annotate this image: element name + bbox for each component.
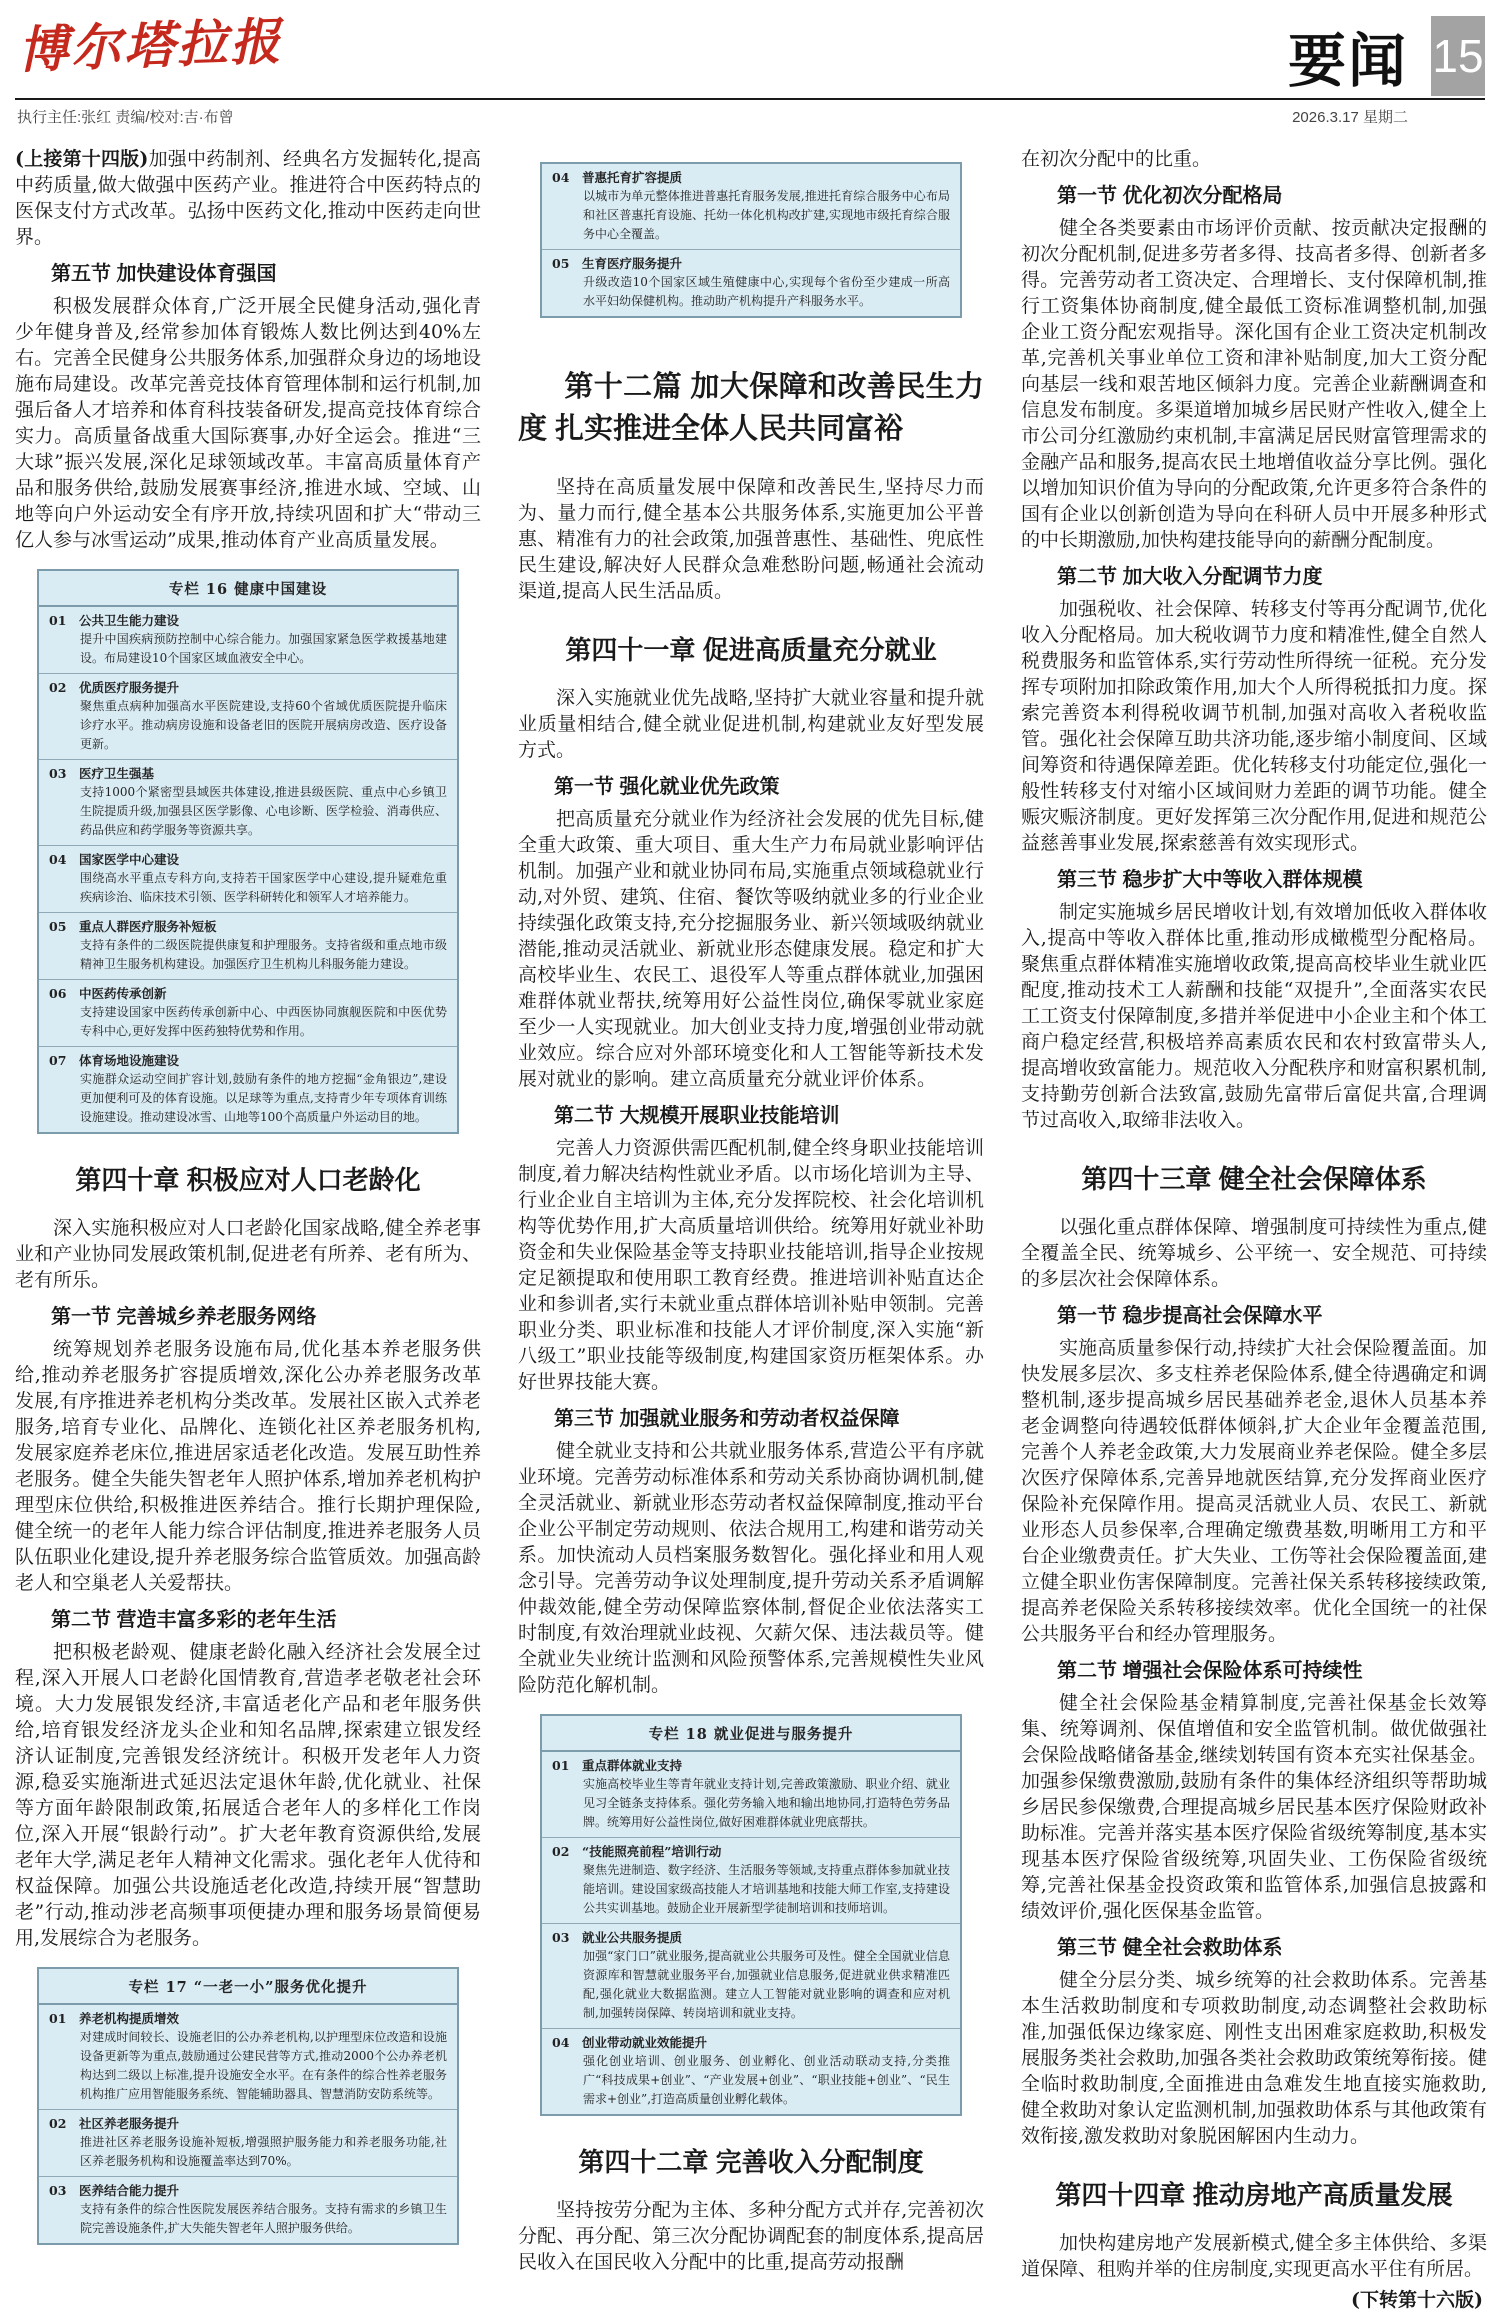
body-paragraph: 把积极老龄观、健康老龄化融入经济社会发展全过程,深入开展人口老龄化国情教育,营造孝老敬老社会环境。大力发展银发经济,丰富适老化产品和老年服务供给,培育银发经济龙头企业和知名品牌,探索建立银发经济认证制度,完善银发经济统计。积极开发老年人力资源,稳妥实施渐进式延迟法定退休年龄,优化就业、社保等方面年龄限制政策,拓展适合老年人的多样化工作岗位,深入开展“银龄行动”。扩大老年教育资源供给,发展老年大学,满足老年人精神文化需求。强化老年人优待和权益保障。加强公共设施适老化改造,持续开展“智慧助老”行动,推动涉老高频事项便捷办理和服务场景简便易用,发展综合为老服务。 [15,1641,481,1949]
chapter-heading: 第四十三章 健全社会保障体系 [1081,1164,1427,1194]
box-item-title: 中医药传承创新 [79,986,167,1001]
box-item-number: 04 [552,170,570,185]
feature-box [37,569,459,1134]
content-columns [0,130,1500,2311]
box-item-number: 03 [49,2183,67,2198]
box-item-desc: 强化创业培训、创业服务、创业孵化、创业活动联动支持,分类推广“科技成果+创业”、“产业发展+创业”、“职业技能+创业”、“民生需求+创业”,打造高质量创业孵化载体。 [583,2054,950,2106]
body-paragraph: 健全社会保险基金精算制度,完善社保基金长效筹集、统筹调剂、保值增值和安全监管机制。做优做强社会保险战略储备基金,继续划转国有资本充实社保基金。加强参保缴费激励,鼓励有条件的集体经济组织等帮助城乡居民参保缴费,合理提高城乡居民基本医疗保险财政补助标准。完善并落实基本医疗保险省级统筹制度,基本实现基本医疗保险省级统筹,巩固失业、工伤保险省级统筹,完善社保基金投资政策和监管体系,加强信息披露和绩效评价,强化医保基金监管。 [1021,1692,1487,1922]
body-paragraph: 坚持按劳分配为主体、多种分配方式并存,完善初次分配、再分配、第三次分配协调配套的制度体系,提高居民收入在国民收入分配中的比重,提高劳动报酬 [518,2199,984,2273]
section-heading: 第二节 大规模开展职业技能培训 [554,1105,840,1127]
section-heading: 第五节 加快建设体育强国 [51,263,277,285]
box-item-desc: 加强“家门口”就业服务,提高就业公共服务可及性。健全全国就业信息资源库和智慧就业服务平台,加强就业信息服务,促进就业供求精准匹配,强化就业大数据监测。建立人工智能对就业影响的调查和应对机制,加强转岗保障、转岗培训和就业支持。 [583,1949,950,2020]
box-item-desc: 提升中国疾病预防控制中心综合能力。加强国家紧急医学救援基地建设。布局建设10个国家区域血液安全中心。 [80,632,447,665]
body-paragraph: 坚持在高质量发展中保障和改善民生,坚持尽力而为、量力而行,健全基本公共服务体系,实施更加公平普惠、精准有力的社会政策,加强普惠性、基础性、兜底性民生建设,解决好人民群众急难愁盼问题,畅通社会流动渠道,提高人民生活品质。 [518,476,984,602]
feature-box-title: 专栏 18 就业促进与服务提升 [542,1716,960,1752]
feature-box [540,162,962,318]
box-item-number: 03 [552,1930,570,1945]
box-item-desc: 推进社区养老服务设施补短板,增强照护服务能力和养老服务功能,社区养老服务机构和设施覆盖率达到70%。 [80,2135,447,2168]
box-item [39,674,457,760]
box-item-title: 医养结合能力提升 [79,2183,180,2198]
body-paragraph: 加强税收、社会保障、转移支付等再分配调节,优化收入分配格局。加大税收调节力度和精准性,健全自然人税费服务和监管体系,实行劳动性所得统一征税。充分发挥专项附加扣除政策作用,加大个人所得税抵扣力度。探索完善资本利得税收调节机制,加强对高收入者税收监管。强化社会保障互助共济功能,逐步缩小制度间、区域间筹资和待遇保障差距。优化转移支付功能定位,强化一般性转移支付对缩小区域间财力差距的调节功能。健全赈灾赈济制度。更好发挥第三次分配作用,促进和规范公益慈善事业发展,探索慈善有效实现形式。 [1021,598,1487,854]
box-item-head [552,168,950,187]
body-paragraph: 健全分层分类、城乡统筹的社会救助体系。完善基本生活救助制度和专项救助制度,动态调整社会救助标准,加强低保边缘家庭、刚性支出困难家庭救助,积极发展服务类社会救助,加强各类社会救助政策统筹衔接。健全临时救助制度,全面推进由急难发生地直接实施救助,健全救助对象认定监测机制,加强救助体系与其他政策有效衔接,激发救助对象脱困解困内生动力。 [1021,1969,1487,2147]
box-item-number: 02 [49,2116,67,2131]
box-item-head [49,2181,447,2200]
box-item-title: 社区养老服务提升 [79,2116,180,2131]
body-paragraph: 以强化重点群体保障、增强制度可持续性为重点,健全覆盖全民、统筹城乡、公平统一、安全规范、可持续的多层次社会保障体系。 [1021,1216,1487,1290]
column-right [1021,146,1487,2311]
staff-line: 执行主任:张红 责编/校对:吉·布曾 [17,109,234,126]
masthead-logo: 博尔塔拉报 [17,11,285,80]
section-heading: 第一节 稳步提高社会保障水平 [1057,1305,1323,1327]
section-label: 要闻 [1287,29,1408,94]
box-item-head [552,1928,950,1947]
box-item-desc: 聚焦先进制造、数字经济、生活服务等领域,支持重点群体参加就业技能培训。建设国家级高技能人才培训基地和技能大师工作室,支持建设公共实训基地。鼓励企业开展新型学徒制培训和技师培训。 [583,1863,950,1915]
box-item [542,1924,960,2029]
box-item-title: 就业公共服务提质 [582,1930,683,1945]
box-item [39,980,457,1047]
section-heading: 第一节 优化初次分配格局 [1057,185,1283,207]
box-item [39,913,457,980]
body-paragraph: 在初次分配中的比重。 [1021,148,1212,170]
body-paragraph: 加快构建房地产发展新模式,健全多主体供给、多渠道保障、租购并举的住房制度,实现更高水平住有所居。 [1021,2232,1487,2280]
box-item [542,250,960,316]
box-item-desc: 支持有条件的综合性医院发展医养结合服务。支持有需求的乡镇卫生院完善设施条件,扩大失能失智老年人照护服务供给。 [80,2202,447,2235]
box-item-desc: 实施高校毕业生等青年就业支持计划,完善政策激励、职业介绍、就业见习全链条支持体系。强化劳务输入地和输出地协同,打造特色劳务品牌。统筹用好公益性岗位,做好困难群体就业兜底帮扶。 [583,1777,950,1829]
box-item [39,607,457,674]
box-item-head [49,917,447,936]
date-line: 2026.3.17 星期二 [1292,109,1408,126]
box-item [542,1752,960,1838]
part-heading: 第十二篇 加大保障和改善民生力度 扎实推进全体人民共同富裕 [518,371,984,445]
page-number-badge: 15 [1431,16,1485,96]
chapter-heading: 第四十一章 促进高质量充分就业 [565,635,937,665]
section-heading: 第一节 强化就业优先政策 [554,776,780,798]
box-item-title: 重点群体就业支持 [582,1758,683,1773]
box-item [39,1047,457,1132]
box-item-head [49,764,447,783]
chapter-heading: 第四十四章 推动房地产高质量发展 [1055,2180,1453,2210]
body-paragraph: 实施高质量参保行动,持续扩大社会保险覆盖面。加快发展多层次、多支柱养老保险体系,健全待遇确定和调整机制,逐步提高城乡居民基础养老金,退休人员基本养老金调整向待遇较低群体倾斜,扩大企业年金覆盖范围,完善个人养老金政策,大力发展商业养老保险。健全多层次医疗保障体系,完善异地就医结算,充分发挥商业医疗保险补充保障作用。提高灵活就业人员、农民工、新就业形态人员参保率,合理确定缴费基数,明晰用工方和平台企业缴费责任。扩大失业、工伤等社会保险覆盖面,建立健全职业伤害保障制度。完善社保关系转移接续政策,提高养老保险关系转移接续效率。优化全国统一的社保公共服务平台和经办管理服务。 [1021,1337,1487,1645]
body-paragraph: 健全就业支持和公共就业服务体系,营造公平有序就业环境。完善劳动标准体系和劳动关系协商协调机制,健全灵活就业、新就业形态劳动者权益保障制度,推动平台企业公平制定劳动规则、依法合规用工,构建和谐劳动关系。加快流动人员档案服务数智化。强化择业和用人观念引导。完善劳动争议处理制度,提升劳动关系矛盾调解仲裁效能,健全劳动保障监察体制,督促企业依法落实工时制度,有效治理就业歧视、欠薪欠保、违法裁员等。健全就业失业统计监测和风险预警体系,完善规模性失业风险防范化解机制。 [518,1440,984,1696]
box-item-title: 体育场地设施建设 [79,1053,180,1068]
box-item-head [49,2009,447,2028]
chapter-heading: 第四十章 积极应对人口老龄化 [75,1165,421,1195]
section-heading: 第一节 完善城乡养老服务网络 [51,1306,317,1328]
box-item-desc: 聚焦重点病种加强高水平医院建设,支持60个省域优质医院提升临床诊疗水平。推动病房设施和设备老旧的医院开展病房改造、医疗设备更新。 [80,699,447,751]
box-item-number: 06 [49,986,67,1001]
page-header [0,0,1500,130]
box-item-desc: 支持1000个紧密型县域医共体建设,推进县级医院、重点中心乡镇卫生院提质升级,加强县区医学影像、心电诊断、医学检验、消毒供应、药品供应和药学服务等资源共享。 [80,785,447,837]
box-item [39,760,457,846]
box-item-number: 03 [49,766,67,781]
box-item-number: 01 [552,1758,570,1773]
box-item-title: 医疗卫生强基 [79,766,155,781]
box-item-head [49,1051,447,1070]
section-heading: 第二节 营造丰富多彩的老年生活 [51,1609,337,1631]
box-item-desc: 支持有条件的二级医院提供康复和护理服务。支持省级和重点地市级精神卫生服务机构建设。加强医疗卫生机构儿科服务能力建设。 [80,938,447,971]
box-item-head [49,611,447,630]
box-item-desc: 支持建设国家中医药传承创新中心、中西医协同旗舰医院和中医优势专科中心,更好发挥中医药独特优势和作用。 [80,1005,447,1038]
body-paragraph: 健全各类要素由市场评价贡献、按贡献决定报酬的初次分配机制,促进多劳者多得、技高者多得、创新者多得。完善劳动者工资决定、合理增长、支付保障机制,推行工资集体协商制度,健全最低工资标准调整机制,加强企业工资分配宏观指导。深化国有企业工资决定机制改革,完善机关事业单位工资和津补贴制度,加大工资分配向基层一线和艰苦地区倾斜力度。完善企业薪酬调查和信息发布制度。多渠道增加城乡居民财产性收入,健全上市公司分红激励约束机制,丰富满足居民财富管理需求的金融产品和服务,提高农民土地增值收益分享比例。强化以增加知识价值为导向的分配政策,允许更多符合条件的国有企业以创新创造为导向在科研人员中开展多种形式的中长期激励,加快构建技能导向的薪酬分配制度。 [1021,217,1487,551]
box-item-title: 生育医疗服务提升 [582,256,683,271]
box-item-head [552,1842,950,1861]
header-rule [15,98,1485,100]
section-heading: 第三节 加强就业服务和劳动者权益保障 [554,1408,900,1430]
box-item-title: 创业带动就业效能提升 [582,2035,708,2050]
box-item-head [552,2033,950,2052]
box-item-desc: 对建成时间较长、设施老旧的公办养老机构,以护理型床位改造和设施设备更新等为重点,鼓励通过公建民营等方式,推动2000个公办养老机构达到二级以上标准,提升设施安全水平。在有条件的综合性养老服务机构推广应用智能服务系统、智能辅助器具、智慧消防安防系统等。 [80,2030,447,2101]
box-item-number: 07 [49,1053,67,1068]
section-heading: 第三节 健全社会救助体系 [1057,1937,1283,1959]
box-item-head [49,850,447,869]
box-item-head [552,1756,950,1775]
box-item-number: 04 [49,852,67,867]
continuation-lead: (上接第十四版) [15,148,149,170]
box-item [542,1838,960,1924]
box-item-head [49,678,447,697]
body-paragraph: 制定实施城乡居民增收计划,有效增加低收入群体收入,提高中等收入群体比重,推动形成橄榄型分配格局。聚焦重点群体精准实施增收政策,提高高校毕业生就业匹配度,推动技术工人薪酬和技能“双提升”,全面落实农民工工资支付保障制度,多措并举促进中小企业主和个体工商户稳定经营,积极培养高素质农民和农村致富带头人,提高增收致富能力。规范收入分配秩序和财富积累机制,支持勤劳创新合法致富,鼓励先富带后富促共富,合理调节过高收入,取缔非法收入。 [1021,901,1487,1131]
box-item [39,846,457,913]
box-item-number: 04 [552,2035,570,2050]
feature-box-title: 专栏 17 “一老一小”服务优化提升 [39,1969,457,2005]
box-item [39,2177,457,2243]
box-item-title: 公共卫生能力建设 [79,613,180,628]
feature-box [37,1967,459,2245]
body-paragraph: 深入实施积极应对人口老龄化国家战略,健全养老事业和产业协同发展政策机制,促进老有所养、老有所为、老有所乐。 [15,1217,481,1291]
section-heading: 第二节 加大收入分配调节力度 [1057,566,1323,588]
section-heading: 第三节 稳步扩大中等收入群体规模 [1057,869,1363,891]
body-paragraph: 完善人力资源供需匹配机制,健全终身职业技能培训制度,着力解决结构性就业矛盾。以市场化培训为主导、行业企业自主培训为主体,充分发挥院校、社会化培训机构等优势作用,扩大高质量培训供给。统筹用好就业补助资金和失业保险基金等支持职业技能培训,指导企业按规定足额提取和使用职工教育经费。推进培训补贴直达企业和参训者,实行未就业重点群体培训补贴申领制。完善职业分类、职业标准和技能人才评价制度,深入实施“新八级工”职业技能等级制度,构建国家资历框架体系。办好世界技能大赛。 [518,1137,984,1393]
box-item [542,2029,960,2114]
box-item-desc: 以城市为单元整体推进普惠托育服务发展,推进托育综合服务中心布局和社区普惠托育设施、托幼一体化机构改扩建,实现地市级托育综合服务中心全覆盖。 [583,189,950,241]
body-paragraph: 把高质量充分就业作为经济社会发展的优先目标,健全重大政策、重大项目、重大生产力布局就业影响评估机制。加强产业和就业协同布局,实施重点领域稳就业行动,对外贸、建筑、住宿、餐饮等吸纳就业多的行业企业持续强化政策支持,充分挖掘服务业、新兴领域吸纳就业潜能,推动灵活就业、新就业形态健康发展。稳定和扩大高校毕业生、农民工、退役军人等重点群体就业,加强困难群体就业帮扶,统筹用好公益性岗位,确保零就业家庭至少一人实现就业。加大创业支持力度,增强创业带动就业效应。综合应对外部环境变化和人工智能等新技术发展对就业的影响。建立高质量充分就业评价体系。 [518,808,984,1090]
box-item-title: “技能照亮前程”培训行动 [582,1844,722,1859]
box-item-desc: 围绕高水平重点专科方向,支持若干国家医学中心建设,提升疑难危重疾病诊治、临床技术引领、医学科研转化和领军人才培养能力。 [80,871,447,904]
box-item-title: 国家医学中心建设 [79,852,180,867]
box-item-number: 02 [49,680,67,695]
section-heading: 第二节 增强社会保险体系可持续性 [1057,1660,1363,1682]
column-left [15,146,481,2235]
box-item-number: 05 [49,919,67,934]
box-item-title: 优质医疗服务提升 [79,680,180,695]
box-item-title: 普惠托育扩容提质 [582,170,683,185]
box-item-head [552,254,950,273]
box-item-head [49,984,447,1003]
box-item-head [49,2114,447,2133]
feature-box [540,1714,962,2116]
body-paragraph: 统筹规划养老服务设施布局,优化基本养老服务供给,推动养老服务扩容提质增效,深化公办养老服务改革发展,有序推进养老机构分类改革。发展社区嵌入式养老服务,培育专业化、品牌化、连锁化社区养老服务机构,发展家庭养老床位,推进居家适老化改造。发展互助性养老服务。健全失能失智老年人照护体系,增加养老机构护理型床位供给,积极推进医养结合。推行长期护理保险,健全统一的老年人能力综合评估制度,推进养老服务人员队伍职业化建设,提升养老服务综合监管质效。加强高龄老人和空巢老人关爱帮扶。 [15,1338,481,1594]
box-item-desc: 升级改造10个国家区域生殖健康中心,实现每个省份至少建成一所高水平妇幼保健机构。推动助产机构提升产科服务水平。 [583,275,950,308]
box-item-title: 养老机构提质增效 [79,2011,180,2026]
box-item [542,164,960,250]
chapter-heading: 第四十二章 完善收入分配制度 [578,2147,924,2177]
body-paragraph: 积极发展群众体育,广泛开展全民健身活动,强化青少年健身普及,经常参加体育锻炼人数比例达到40%左右。完善全民健身公共服务体系,加强群众身边的场地设施布局建设。改革完善竞技体育管理体制和运行机制,加强后备人才培养和体育科技装备研发,提高竞技体育综合实力。高质量备战重大国际赛事,办好全运会。推进“三大球”振兴发展,深化足球领域改革。丰富高质量体育产品和服务供给,鼓励发展赛事经济,推进水域、空域、山地等向户外运动安全有序开放,持续巩固和扩大“带动三亿人参与冰雪运动”成果,推动体育产业高质量发展。 [15,295,481,551]
feature-box-title: 专栏 16 健康中国建设 [39,571,457,607]
box-item-number: 01 [49,613,67,628]
body-paragraph: (上接第十四版)加强中药制剂、经典名方发掘转化,提高中药质量,做大做强中医药产业。推进符合中医药特点的医保支付方式改革。弘扬中医药文化,推动中医药走向世界。 [15,148,481,248]
box-item-desc: 实施群众运动空间扩容计划,鼓励有条件的地方挖掘“金角银边”,建设更加便利可及的体育设施。以足球等为重点,支持青少年专项体育训练设施建设。推动建设冰雪、山地等100个高质量户外运动目的地。 [80,1072,447,1124]
box-item-number: 01 [49,2011,67,2026]
turn-note: (下转第十六版) [1351,2289,1483,2311]
body-paragraph: 深入实施就业优先战略,坚持扩大就业容量和提升就业质量相结合,健全就业促进机制,构建就业友好型发展方式。 [518,687,984,761]
box-item-title: 重点人群医疗服务补短板 [79,919,217,934]
box-item [39,2110,457,2177]
box-item-number: 05 [552,256,570,271]
box-item-number: 02 [552,1844,570,1859]
box-item [39,2005,457,2110]
column-middle [518,146,984,2273]
